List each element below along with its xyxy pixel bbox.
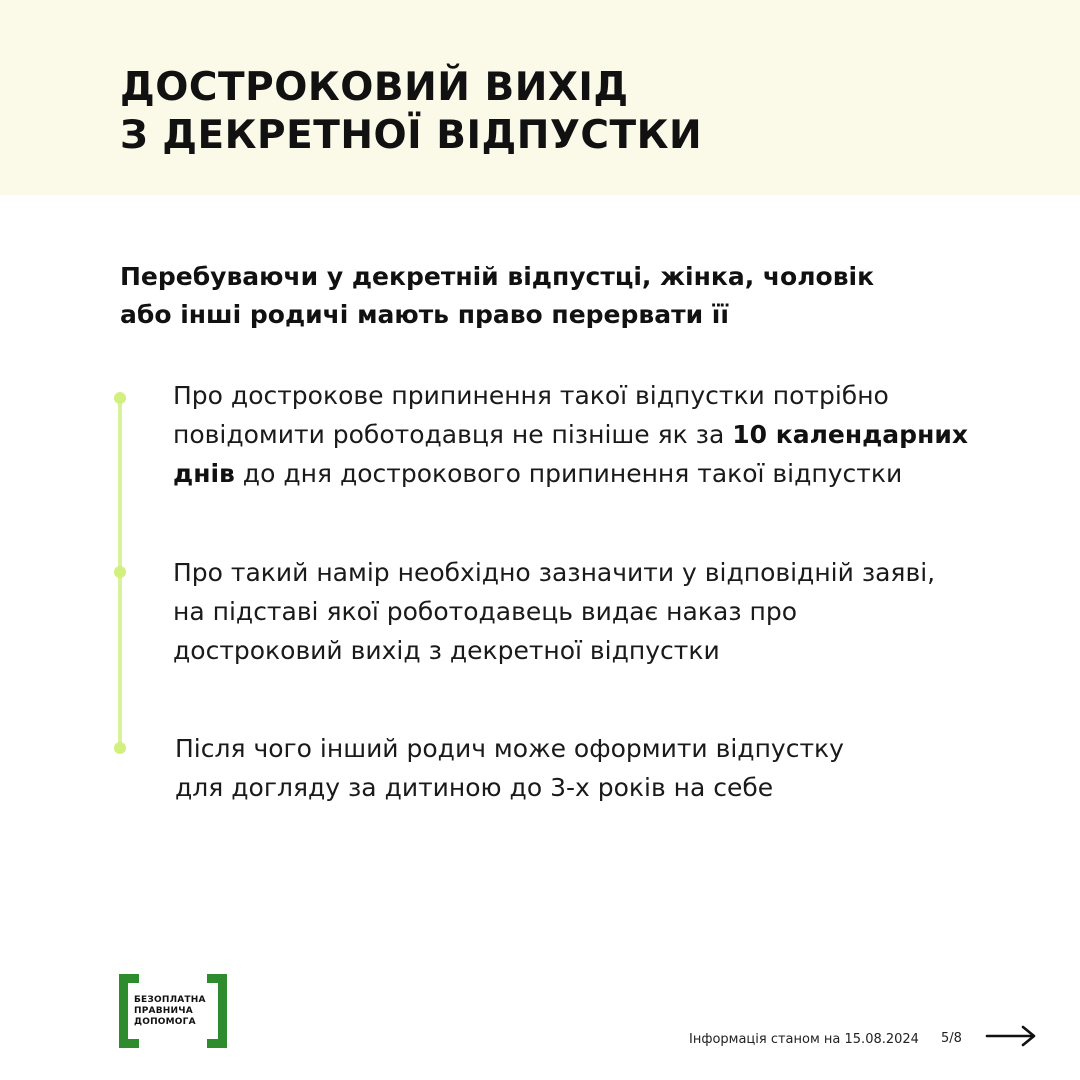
header-banner (0, 0, 1080, 195)
info-date-text: Інформація станом на 15.08.2024 (689, 1032, 919, 1047)
logo-text-line-2: ПРАВНИЧА (134, 1006, 193, 1016)
lead-line-1: Перебуваючи у декретній відпустці, жінка, чоловік (120, 262, 875, 291)
timeline-dot-3 (114, 742, 126, 754)
item-2-line-3: достроковий вихід з декретної відпустки (173, 636, 720, 665)
item-2-line-2: на підставі якої роботодавець видає наказ про (173, 597, 798, 626)
timeline-item-1 (173, 376, 1033, 493)
lead-text (120, 258, 960, 334)
item-1-highlight-end: днів (173, 459, 235, 488)
item-1-line-1: Про дострокове припинення такої відпустки потрібно (173, 381, 889, 410)
logo (119, 974, 227, 1048)
lead-line-2: або інші родичі мають право перервати її (120, 300, 729, 329)
item-1-line-2-text: повідомити роботодавця не пізніше як за (173, 420, 733, 449)
item-3-line-2: для догляду за дитиною до 3-х років на себе (175, 773, 774, 802)
item-3-line-1: Після чого інший родич може оформити відпустку (175, 734, 844, 763)
item-2-line-1: Про такий намір необхідно зазначити у відповідній заяві, (173, 558, 936, 587)
page-title-line-1: ДОСТРОКОВИЙ ВИХІД (120, 65, 629, 110)
logo-text (134, 995, 206, 1028)
logo-text-line-3: ДОПОМОГА (134, 1017, 196, 1027)
page-title (120, 64, 702, 160)
page-title-line-2: З ДЕКРЕТНОЇ ВІДПУСТКИ (120, 113, 703, 158)
timeline-dot-1 (114, 392, 126, 404)
item-1-line-3 (173, 454, 1033, 493)
logo-bracket-right (207, 974, 227, 1048)
item-1-line-2 (173, 415, 1033, 454)
timeline-dot-2 (114, 566, 126, 578)
item-1-line-3-text: до дня дострокового припинення такої відпустки (234, 459, 903, 488)
timeline-item-3 (175, 729, 1035, 807)
logo-text-line-1: БЕЗОПЛАТНА (134, 995, 206, 1005)
item-1-highlight: 10 календарних (732, 420, 968, 449)
arrow-right-icon[interactable] (985, 1024, 1037, 1048)
timeline-item-2 (173, 553, 1033, 670)
page-indicator: 5/8 (941, 1031, 962, 1046)
